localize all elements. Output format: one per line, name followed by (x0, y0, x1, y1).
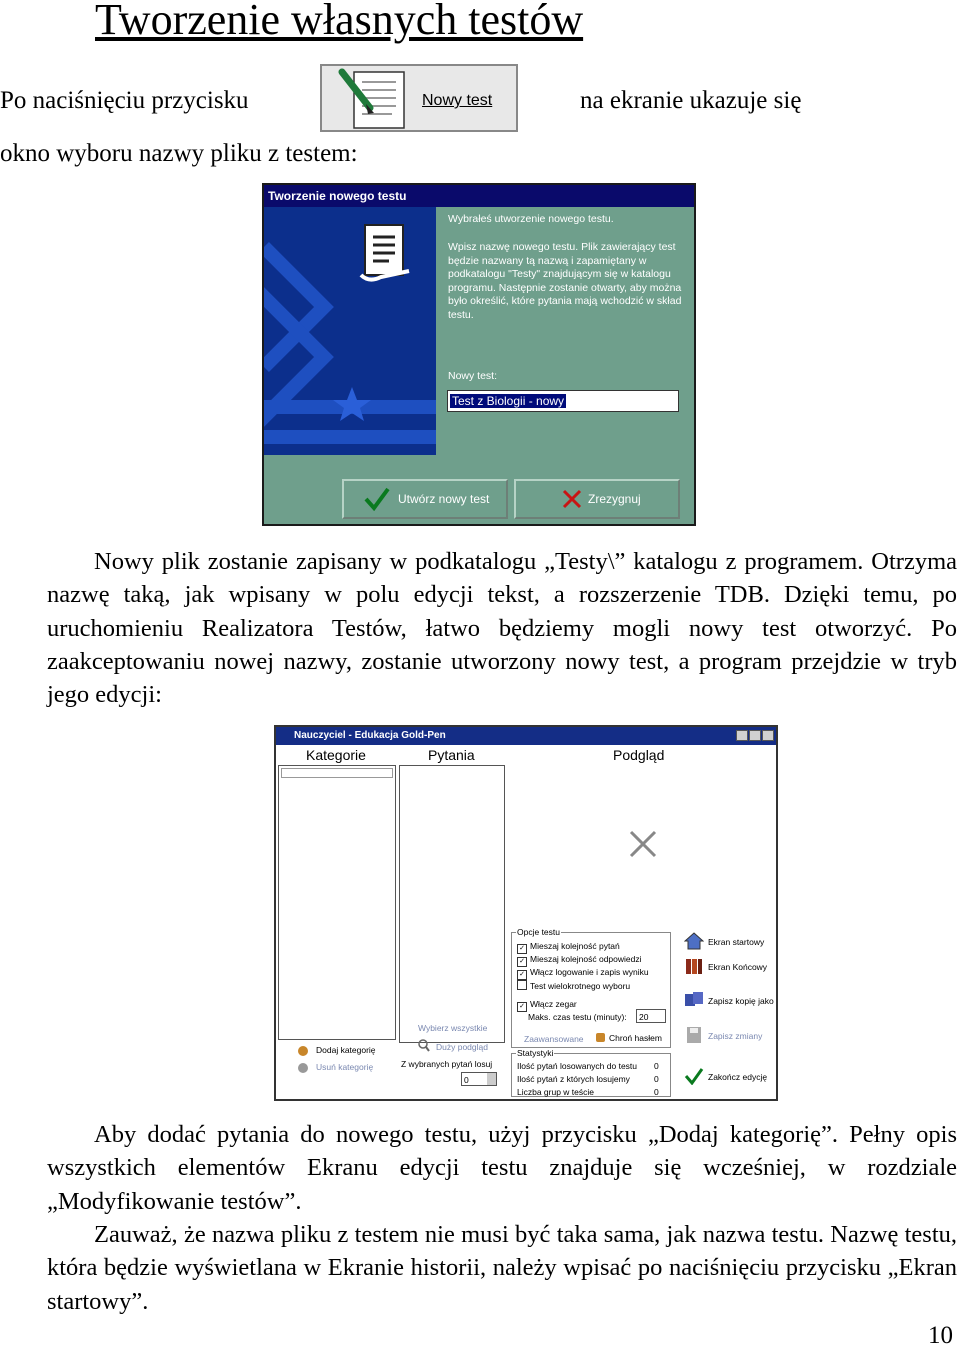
create-test-button[interactable] (342, 479, 508, 519)
stat-value: 0 (654, 1074, 659, 1084)
end-screen-label: Ekran Końcowy (708, 962, 768, 972)
test-options-group (511, 927, 671, 1048)
floppy-disks-icon (684, 991, 704, 1009)
dialog-description: Wpisz nazwę nowego testu. Plik zawierający test będzie nazwany tą nazwą i zapamiętany w podkatalogu "Testy" znajdującym się w katalogu programu. Następnie zostanie otwarty, aby można było określić, które pytania mają wchodzić w skład testu. (448, 241, 682, 321)
document-scroll-icon (359, 221, 415, 283)
magnifier-icon (418, 1039, 430, 1052)
coins-gray-icon (298, 1063, 308, 1073)
stat-label: Ilość pytań losowanych do testu (517, 1061, 638, 1071)
page-title: Tworzenie własnych testów (95, 0, 584, 44)
categories-header: Kategorie (306, 747, 366, 763)
checkbox-checked-icon: ✓ (517, 944, 527, 954)
dialog-side-panel (264, 207, 436, 455)
dialog-title: Tworzenie nowego testu (264, 185, 694, 207)
option-logging[interactable] (517, 967, 649, 980)
document-pen-icon (336, 68, 416, 130)
pick-random-label: Z wybranych pytań losuj (401, 1059, 493, 1069)
new-test-dialog (262, 183, 696, 526)
close-x-icon (562, 489, 582, 509)
paragraph-new-file-text: Nowy plik zostanie zapisany w podkatalogu „Testy\” katalogu z programem. Otrzyma nazwę taką, jak wpisany w polu edycji tekst, a rozszerzenie TDB. Dzięki temu, po uruchomieniu Realizatora Testów, łatwo będziemy mogli nowy test otworzyć. Po zaakceptowaniu nowej nazwy, zostanie utworzony nowy test, a program przejdzie w tryb jego edycji: (47, 548, 957, 709)
option-shuffle-answers[interactable] (517, 954, 642, 967)
save-copy-button[interactable] (684, 991, 778, 1011)
checkmark-icon (364, 487, 390, 511)
option-label: Włącz zegar (530, 999, 577, 1009)
advanced-button[interactable]: Zaawansowane (524, 1034, 584, 1044)
save-changes-button[interactable] (684, 1026, 778, 1046)
questions-header: Pytania (428, 747, 475, 763)
empty-preview-x-icon (628, 829, 658, 859)
option-timer[interactable] (517, 999, 577, 1012)
option-label: Włącz logowanie i zapis wyniku (530, 967, 649, 977)
dialog-button-row (264, 463, 694, 526)
new-test-field-label: Nowy test: (448, 370, 498, 382)
new-test-toolbar-button[interactable] (320, 64, 518, 132)
option-label: Mieszaj kolejność pytań (530, 941, 620, 951)
large-preview-button[interactable] (418, 1039, 498, 1053)
cancel-label: Zrezygnuj (588, 492, 641, 506)
intro-text-before: Po naciśnięciu przycisku (0, 87, 249, 114)
statistics-group (511, 1048, 671, 1097)
home-icon (684, 932, 704, 950)
finish-edit-label: Zakończ edycję (708, 1072, 768, 1082)
option-shuffle-questions[interactable] (517, 941, 620, 954)
preview-header: Podgląd (613, 747, 665, 763)
spinner-arrows-icon[interactable] (487, 1073, 496, 1085)
max-time-label: Maks. czas testu (minuty): (528, 1012, 627, 1022)
stat-value: 0 (654, 1087, 659, 1097)
add-category-label: Dodaj kategorię (316, 1045, 376, 1055)
questions-list[interactable] (399, 765, 505, 1043)
paragraph-test-name-text: Zauważ, że nazwa pliku z testem nie musi być taka sama, jak nazwa testu. Nazwę testu, która będzie wyświetlana w Ekranie historii, należy wpisać po naciśnięciu przycisku „Ekran startowy”. (47, 1221, 957, 1315)
maximize-button[interactable] (749, 730, 761, 741)
minimize-button[interactable] (736, 730, 748, 741)
checkbox-checked-icon: ✓ (517, 970, 527, 980)
categories-list[interactable] (278, 765, 396, 1040)
paragraph-new-file (47, 545, 957, 711)
remove-category-button[interactable] (298, 1061, 398, 1075)
close-button[interactable] (762, 730, 774, 741)
create-test-label: Utwórz nowy test (398, 492, 490, 506)
stat-value: 0 (654, 1061, 659, 1071)
password-protect-button[interactable] (596, 1031, 670, 1045)
add-category-button[interactable] (298, 1044, 398, 1058)
pick-random-value: 0 (464, 1075, 469, 1085)
password-label: Chroń hasłem (609, 1033, 662, 1043)
test-options-legend: Opcje testu (517, 927, 560, 937)
editor-window (274, 725, 778, 1101)
intro-text-after: na ekranie ukazuje się (580, 87, 802, 114)
page-number: 10 (928, 1322, 953, 1349)
start-screen-label: Ekran startowy (708, 937, 765, 947)
paragraph-add-questions-text: Aby dodać pytania do nowego testu, użyj przycisku „Dodaj kategorię”. Pełny opis wszystkich elementów Ekranu edycji testu znajduje się wcześniej, w rozdziale „Modyfikowanie testów”. (47, 1121, 957, 1215)
intro-text-line2: okno wyboru nazwy pliku z testem: (0, 140, 358, 167)
checkbox-checked-icon: ✓ (517, 1002, 527, 1012)
stat-label: Liczba grup w teście (517, 1087, 595, 1097)
checkbox-checked-icon: ✓ (517, 957, 527, 967)
checkmark-icon (684, 1067, 704, 1085)
categories-list-item[interactable] (281, 768, 393, 778)
max-time-value: 20 (639, 1012, 649, 1022)
books-icon (684, 957, 704, 975)
finish-edit-button[interactable] (684, 1067, 778, 1087)
lock-icon (596, 1033, 605, 1042)
pick-random-spinner[interactable] (461, 1072, 497, 1086)
new-test-name-value: Test z Biologii - nowy (452, 394, 565, 408)
checkbox-empty-icon (517, 980, 527, 990)
remove-category-label: Usuń kategorię (316, 1062, 374, 1072)
paragraph-add-questions (47, 1118, 957, 1218)
statistics-legend: Statystyki (517, 1048, 554, 1058)
save-changes-label: Zapisz zmiany (708, 1031, 763, 1041)
option-multiple-choice[interactable] (517, 980, 630, 991)
editor-title: Nauczyciel - Edukacja Gold-Pen (276, 727, 776, 745)
select-all-button[interactable]: Wybierz wszystkie (418, 1023, 488, 1033)
dialog-intro-text: Wybrałeś utworzenie nowego testu. (448, 213, 614, 225)
cancel-button[interactable] (514, 479, 680, 519)
floppy-disk-icon (684, 1026, 704, 1044)
new-test-name-input[interactable] (447, 390, 679, 412)
option-label: Test wielokrotnego wyboru (530, 981, 631, 991)
large-preview-label: Duży podgląd (436, 1042, 488, 1052)
paragraph-test-name (47, 1218, 957, 1318)
max-time-spinner[interactable] (636, 1009, 666, 1023)
start-screen-button[interactable] (684, 932, 778, 952)
save-copy-label: Zapisz kopię jako (708, 996, 774, 1006)
coins-icon (298, 1046, 308, 1056)
end-screen-button[interactable] (684, 957, 778, 977)
new-test-button-label: Nowy test (422, 92, 493, 109)
stat-label: Ilość pytań z których losujemy (517, 1074, 630, 1084)
option-label: Mieszaj kolejność odpowiedzi (530, 954, 642, 964)
